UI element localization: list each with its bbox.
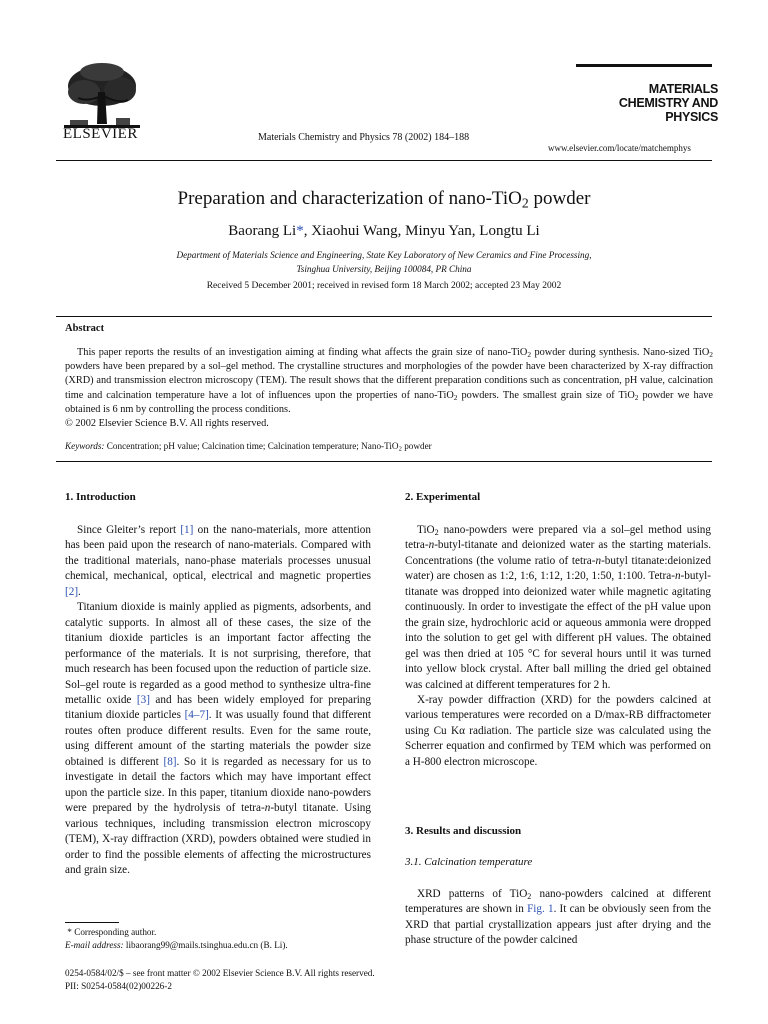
paragraph: X-ray powder diffraction (XRD) for the powders calcined at various temperatures were recorded on a D/max-RB diffractometer using Cu Kα radiation. The particle size was calculated using the Scherrer equation and confirmed by TEM which was performed on a H-800 electron microscope. [405,693,711,768]
author-list: Baorang Li*, Xiaohui Wang, Minyu Yan, Longtu Li [228,223,540,239]
paragraph: Since Gleiter’s report [1] on the nano-materials, more attention has been paid upon the research of nano-materials. Compared with the traditional materials, nano-phase materials processes unusual chemical, mechanical, optical, electrical and magnetic properties [2]. [65,524,371,598]
journal-url-link[interactable]: www.elsevier.com/locate/matchemphys [548,143,691,153]
introduction-body [65,523,371,878]
corresponding-author-link[interactable]: * [296,223,304,239]
footer-copyright [65,967,375,993]
affiliation: Department of Materials Science and Engineering, State Key Laboratory of New Ceramics and Fine Processing, Tsinghua University, Beijing 100084, PR China [176,250,592,274]
footnote: * Corresponding author. E-mail address: libaorang99@mails.tsinghua.edu.cn (B. Li). [65,927,288,950]
abstract-heading: Abstract [65,323,105,334]
journal-reference: Materials Chemistry and Physics 78 (2002) 184–188 [258,132,470,143]
author-name: Baorang Li [228,223,297,239]
issn-line: 0254-0584/02/$ – see front matter © 2002 Elsevier Science B.V. All rights reserved. [65,968,375,978]
section-heading-experimental: 2. Experimental [405,491,481,503]
journal-title [590,82,718,124]
paragraph: TiO$_2$ nano-powders were prepared via a sol–gel method using tetra-n-butyl-titanate and deionized water as the starting materials. Concentrations (the volume ratio of tetra-n-butyl titanate:deionized water) are chosen as 1:2, 1:6, 1:12, 1:20, 1:50, 1:100. Tetra-n-butyl-titanate was dropped into deionized water while magnetic agitating continuously. In order to investigate the effect of the pH value upon the grain size, hydrochloric acid or aqueous ammonia were dropped into the solution to get gel with different pH values. The obtained gel was then dried at 105 °C for several hours until it was turned into yellow block crystal. After ball milling the dried gel obtained was calcined at different temperatures for 2 h. [405,524,711,691]
publisher-name: ELSEVIER [63,126,138,142]
article-history: Received 5 December 2001; received in revised form 18 March 2002; accepted 23 May 2002 [206,281,562,291]
citation-link[interactable]: [3] [136,693,150,706]
keywords: Keywords: Concentration; pH value; Calcination time; Calcination temperature; Nano-TiO$_2$ powder [65,441,432,453]
citation-link[interactable]: [8] [163,755,177,768]
abstract-copyright: © 2002 Elsevier Science B.V. All rights reserved. [65,418,269,430]
calcination-body [405,887,711,949]
author-email: libaorang99@mails.tsinghua.edu.cn (B. Li). [123,940,288,950]
abstract-body [65,346,713,431]
abstract-paragraph: This paper reports the results of an investigation aiming at finding what affects the grain size of nano-TiO$_2$ powder during synthesis. Nano-sized TiO$_2$ powders have been prepared by a sol–gel method. The crystalline structures and morphologies of the powder have been characterized by X-ray diffraction (XRD) and transmission electron microscopy (TEM). The result shows that the different preparation conditions such as concentration, pH value, calcination time and calcination temperature have a lot of influences upon the properties of nano-TiO$_2$ powders. The smallest grain size of TiO$_2$ powder we have obtained is 6 nm by controlling the process conditions. [65,347,713,415]
abstract-rule-top [56,316,712,317]
section-heading-introduction: 1. Introduction [65,491,136,503]
citation-link[interactable]: [1] [180,524,194,536]
citation-link[interactable]: [2] [65,585,79,598]
elsevier-tree-logo [64,62,140,128]
header-rule [56,160,712,161]
paper-title: Preparation and characterization of nano-TiO$_2$ powder [177,188,591,211]
journal-title-line-3: PHYSICS [665,110,718,124]
figure-link[interactable]: Fig. 1 [527,903,554,916]
footnote-rule [65,922,119,923]
pii-line: PII: S0254-0584(02)00226-2 [65,981,172,991]
section-heading-results: 3. Results and discussion [405,825,522,837]
abstract-rule-bottom [56,461,712,462]
paragraph: XRD patterns of TiO$_2$ nano-powders calcined at different temperatures are shown in Fig. 1. It can be obviously seen from the XRD that partial crystallization appears just after drying and the phase structure of the powder calcined [405,888,712,947]
paragraph: Titanium dioxide is mainly applied as pigments, adsorbents, and catalytic supports. In almost all of these cases, the size of the titanium dioxide particles is an important factor affecting the performance of the materials. It is not surprising, therefore, that much research has been focused upon the reduction of particle size. Sol–gel route is regarded as a good method to synthesize ultra-fine metallic oxide [3] and has been widely employed for preparing titanium dioxide particles [4–7]. It was usually found that different routes often produce different results. Even for the same route, using different amount of the starting materials the powder size obtained is different [8]. So it is regarded as necessary for us to investigate in detail the factors which may have important effect upon the particle size. In this paper, titanium dioxide nano-powders were prepared by the hydrolysis of tetra-n-butyl titanate. Using various techniques, including transmission electron microscopy (TEM), X-ray diffraction (XRD), powders obtained were studied in order to find the possible elements of affecting the microstructures and grain size. [65,601,371,876]
journal-title-line-2: CHEMISTRY AND [618,96,718,110]
experimental-body [405,523,711,770]
journal-title-line-1: MATERIALS [648,82,718,96]
subsection-heading-calcination: 3.1. Calcination temperature [405,856,533,868]
header-rule-right [576,64,712,67]
citation-link[interactable]: [4–7] [184,709,209,722]
